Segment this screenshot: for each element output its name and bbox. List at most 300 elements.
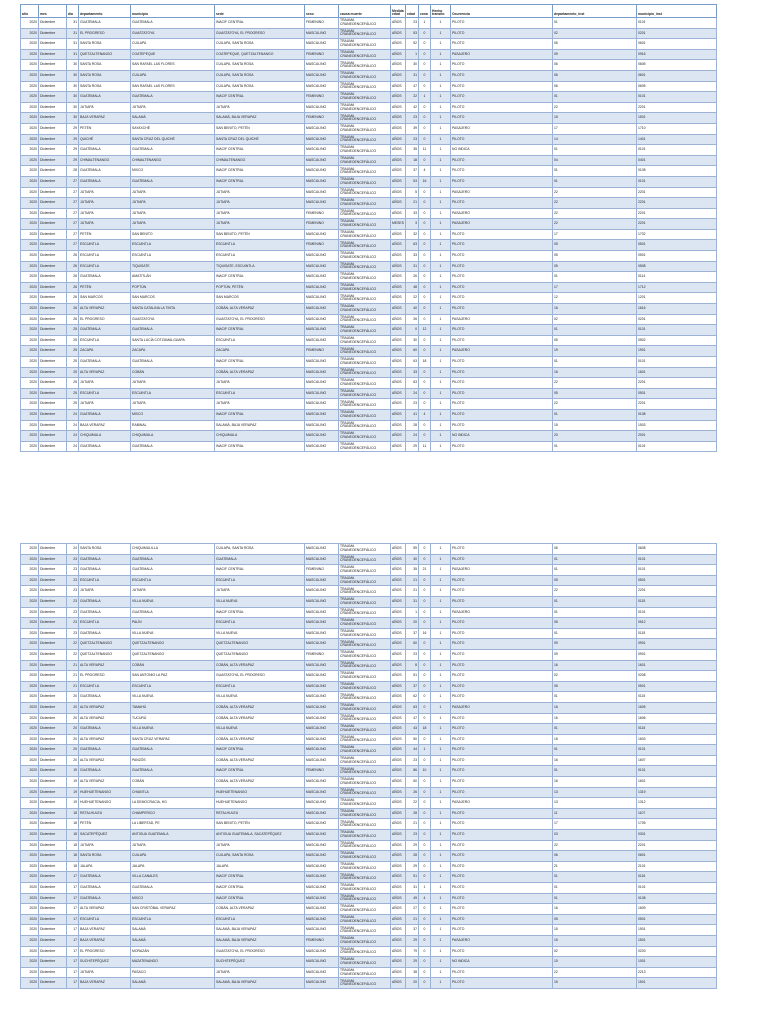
- table-cell: JUTIAPA: [215, 399, 305, 410]
- table-cell: JUTIAPA: [131, 187, 215, 198]
- table-cell: PILOTO: [451, 946, 553, 957]
- table-cell: 1: [431, 777, 451, 788]
- table-cell: PASACO: [131, 967, 215, 978]
- table-cell: PILOTO: [451, 134, 553, 145]
- records-table: [20, 4, 717, 452]
- table-cell: MASCULINO: [305, 893, 339, 904]
- table-cell: NO INDICA: [451, 431, 553, 442]
- table-cell: AÑOS: [391, 554, 406, 565]
- table-cell: 1: [431, 92, 451, 103]
- table-cell: TRAUMA CRANEOENCEFÁLICO: [339, 388, 391, 399]
- table-cell: PASAJERO: [451, 607, 553, 618]
- table-cell: 23: [67, 607, 79, 618]
- table-cell: TIQUISATE: [131, 261, 215, 272]
- table-cell: PILOTO: [451, 293, 553, 304]
- table-cell: FEMENINO: [305, 766, 339, 777]
- table-cell: MASCULINO: [305, 60, 339, 71]
- table-cell: 1: [431, 346, 451, 357]
- table-cell: MASCULINO: [305, 660, 339, 671]
- table-cell: AÑOS: [391, 145, 406, 156]
- table-cell: TRAUMA CRANEOENCEFÁLICO: [339, 745, 391, 756]
- table-cell: 1: [431, 198, 451, 209]
- table-row: [21, 681, 717, 692]
- table-cell: 22: [406, 293, 419, 304]
- table-cell: JUTIAPA: [131, 208, 215, 219]
- table-cell: 2020: [21, 671, 39, 682]
- table-cell: 0: [419, 978, 431, 989]
- table-cell: AÑOS: [391, 229, 406, 240]
- table-cell: PILOTO: [451, 441, 553, 452]
- table-cell: 33: [406, 251, 419, 262]
- table-cell: Diciembre: [39, 166, 67, 177]
- table-row: [21, 92, 717, 103]
- table-cell: PILOTO: [451, 39, 553, 50]
- table-cell: AÑOS: [391, 681, 406, 692]
- table-cell: TRAUMA CRANEOENCEFÁLICO: [339, 946, 391, 957]
- table-cell: Diciembre: [39, 544, 67, 555]
- table-cell: POPTÚN: [131, 282, 215, 293]
- table-cell: ESCUINTLA: [215, 914, 305, 925]
- table-cell: Diciembre: [39, 861, 67, 872]
- table-cell: 1: [419, 18, 431, 29]
- table-cell: TRAUMA CRANEOENCEFÁLICO: [339, 176, 391, 187]
- table-cell: 0101: [637, 554, 717, 565]
- table-cell: 63: [406, 357, 419, 368]
- table-cell: 1: [431, 28, 451, 39]
- table-cell: Diciembre: [39, 649, 67, 660]
- table-cell: 86: [406, 766, 419, 777]
- table-cell: 21: [553, 861, 637, 872]
- table-cell: Diciembre: [39, 134, 67, 145]
- table-cell: 1: [431, 145, 451, 156]
- table-cell: CUILAPA: [131, 39, 215, 50]
- table-cell: Diciembre: [39, 272, 67, 283]
- table-row: [21, 586, 717, 597]
- table-cell: Diciembre: [39, 745, 67, 756]
- table-cell: AÑOS: [391, 134, 406, 145]
- table-cell: TRAUMA CRANEOENCEFÁLICO: [339, 978, 391, 989]
- table-cell: INACIF CENTRAL: [215, 409, 305, 420]
- table-cell: 1: [431, 819, 451, 830]
- table-cell: 1: [431, 314, 451, 325]
- table-cell: VILLA NUEVA: [215, 724, 305, 735]
- table-cell: TRAUMA CRANEOENCEFÁLICO: [339, 851, 391, 862]
- table-cell: 0: [419, 388, 431, 399]
- table-cell: 30: [406, 60, 419, 71]
- table-cell: CHIMALTENANGO: [79, 155, 131, 166]
- table-cell: 28: [406, 851, 419, 862]
- table-cell: INACIF CENTRAL: [215, 145, 305, 156]
- table-cell: Diciembre: [39, 565, 67, 576]
- table-cell: 05: [553, 681, 637, 692]
- table-cell: TRAUMA CRANEOENCEFÁLICO: [339, 957, 391, 968]
- table-cell: AÑOS: [391, 819, 406, 830]
- table-cell: 37: [406, 166, 419, 177]
- table-cell: 0208: [637, 671, 717, 682]
- table-cell: GUATEMALA: [79, 325, 131, 336]
- table-cell: 2020: [21, 92, 39, 103]
- table-cell: GUATEMALA: [79, 607, 131, 618]
- table-cell: SALAMÁ, BAJA VERAPAZ: [215, 113, 305, 124]
- table-cell: 1: [431, 39, 451, 50]
- table-cell: 05: [553, 618, 637, 629]
- table-cell: PILOTO: [451, 692, 553, 703]
- table-cell: 1: [431, 798, 451, 809]
- table-cell: INACIF CENTRAL: [215, 272, 305, 283]
- table-cell: 62: [406, 692, 419, 703]
- table-cell: 2020: [21, 335, 39, 346]
- table-cell: 25: [67, 378, 79, 389]
- table-cell: HUEHUETENANGO: [215, 787, 305, 798]
- table-cell: 0: [419, 282, 431, 293]
- table-cell: 0916: [637, 49, 717, 60]
- table-cell: 60: [406, 777, 419, 788]
- table-cell: 8: [406, 660, 419, 671]
- table-cell: Diciembre: [39, 81, 67, 92]
- table-cell: 25: [67, 388, 79, 399]
- table-cell: 0115: [637, 596, 717, 607]
- table-cell: 19: [553, 346, 637, 357]
- table-cell: MASCULINO: [305, 293, 339, 304]
- table-cell: 31: [67, 18, 79, 29]
- table-cell: RETALHULEU: [215, 808, 305, 819]
- table-cell: Diciembre: [39, 618, 67, 629]
- table-cell: 50: [406, 734, 419, 745]
- table-cell: 2020: [21, 777, 39, 788]
- table-row: [21, 198, 717, 209]
- table-cell: 1606: [637, 713, 717, 724]
- table-cell: 01: [553, 92, 637, 103]
- table-cell: 2020: [21, 49, 39, 60]
- table-cell: TRAUMA CRANEOENCEFÁLICO: [339, 724, 391, 735]
- table-cell: MASCULINO: [305, 187, 339, 198]
- table-row: [21, 282, 717, 293]
- table-cell: AÑOS: [391, 872, 406, 883]
- table-cell: MASCULINO: [305, 251, 339, 262]
- table-cell: TRAUMA CRANEOENCEFÁLICO: [339, 166, 391, 177]
- table-cell: Diciembre: [39, 734, 67, 745]
- table-cell: GUASTATOYA: [131, 314, 215, 325]
- table-cell: BAJA VERAPAZ: [79, 978, 131, 989]
- table-cell: PILOTO: [451, 851, 553, 862]
- table-cell: 30: [67, 102, 79, 113]
- table-cell: 1: [431, 123, 451, 134]
- table-cell: TRAUMA CRANEOENCEFÁLICO: [339, 935, 391, 946]
- table-cell: HUEHUETENANGO: [79, 798, 131, 809]
- table-cell: AÑOS: [391, 92, 406, 103]
- table-cell: SAN BENITO, PETÉN: [215, 123, 305, 134]
- table-cell: 18: [419, 357, 431, 368]
- table-cell: MASCULINO: [305, 399, 339, 410]
- table-cell: INACIF CENTRAL: [215, 872, 305, 883]
- table-cell: 0: [419, 808, 431, 819]
- table-cell: Diciembre: [39, 596, 67, 607]
- table-cell: 0: [419, 840, 431, 851]
- table-cell: SAN ANTONIO LA PAZ: [131, 671, 215, 682]
- table-cell: AÑOS: [391, 914, 406, 925]
- table-row: [21, 378, 717, 389]
- table-cell: SALAMÁ, BAJA VERAPAZ: [215, 925, 305, 936]
- table-cell: 1: [431, 441, 451, 452]
- table-cell: 1605: [637, 702, 717, 713]
- table-cell: PILOTO: [451, 618, 553, 629]
- table-cell: GUATEMALA: [79, 565, 131, 576]
- table-cell: MASCULINO: [305, 872, 339, 883]
- table-cell: 24: [67, 544, 79, 555]
- table-cell: 16: [553, 660, 637, 671]
- table-cell: COBÁN, ALTA VERAPAZ: [215, 660, 305, 671]
- table-cell: GUATEMALA: [79, 357, 131, 368]
- table-cell: 17: [67, 914, 79, 925]
- table-cell: 15: [553, 935, 637, 946]
- table-cell: 2020: [21, 861, 39, 872]
- table-cell: 23: [67, 565, 79, 576]
- table-cell: PILOTO: [451, 660, 553, 671]
- table-cell: MASCULINO: [305, 282, 339, 293]
- table-cell: Diciembre: [39, 176, 67, 187]
- table-cell: 53: [406, 28, 419, 39]
- table-cell: 0: [419, 134, 431, 145]
- table-cell: AÑOS: [391, 240, 406, 251]
- table-cell: 0901: [637, 649, 717, 660]
- table-cell: INACIF CENTRAL: [215, 176, 305, 187]
- table-cell: ESCUINTLA: [79, 251, 131, 262]
- table-row: [21, 819, 717, 830]
- table-cell: 05: [553, 335, 637, 346]
- table-cell: Diciembre: [39, 18, 67, 29]
- table-cell: 01: [553, 145, 637, 156]
- table-cell: SAN CRISTÓBAL VERAPAZ: [131, 904, 215, 915]
- table-cell: 16: [553, 702, 637, 713]
- table-cell: TRAUMA CRANEOENCEFÁLICO: [339, 240, 391, 251]
- table-cell: ESCUINTLA: [131, 681, 215, 692]
- table-cell: 27: [406, 904, 419, 915]
- table-cell: PILOTO: [451, 554, 553, 565]
- table-cell: 2020: [21, 639, 39, 650]
- table-cell: 04: [553, 155, 637, 166]
- table-cell: GUATEMALA: [79, 176, 131, 187]
- table-cell: TRAUMA CRANEOENCEFÁLICO: [339, 92, 391, 103]
- table-cell: PILOTO: [451, 671, 553, 682]
- table-cell: PILOTO: [451, 367, 553, 378]
- table-cell: Diciembre: [39, 713, 67, 724]
- spreadsheet-page-2: [20, 543, 716, 989]
- table-row: [21, 755, 717, 766]
- table-cell: TRAUMA CRANEOENCEFÁLICO: [339, 660, 391, 671]
- table-cell: 0601: [637, 39, 717, 50]
- table-cell: AÑOS: [391, 893, 406, 904]
- table-cell: 1: [431, 187, 451, 198]
- table-cell: 26: [67, 251, 79, 262]
- table-cell: MASCULINO: [305, 388, 339, 399]
- table-cell: 1: [431, 575, 451, 586]
- table-row: [21, 28, 717, 39]
- table-cell: 2020: [21, 702, 39, 713]
- table-cell: Diciembre: [39, 787, 67, 798]
- table-cell: TRAUMA CRANEOENCEFÁLICO: [339, 81, 391, 92]
- table-cell: 38: [406, 967, 419, 978]
- table-cell: 1201: [637, 293, 717, 304]
- table-cell: ESCUINTLA: [215, 618, 305, 629]
- table-cell: AÑOS: [391, 18, 406, 29]
- table-cell: PILOTO: [451, 399, 553, 410]
- table-cell: 1: [431, 755, 451, 766]
- table-cell: AÑOS: [391, 840, 406, 851]
- table-row: [21, 946, 717, 957]
- table-cell: ALTA VERAPAZ: [79, 777, 131, 788]
- table-cell: AÑOS: [391, 861, 406, 872]
- table-cell: TRAUMA CRANEOENCEFÁLICO: [339, 441, 391, 452]
- table-cell: MAZATENANGO: [131, 957, 215, 968]
- table-cell: 0: [419, 607, 431, 618]
- table-cell: CHIQUIMULILLA: [131, 544, 215, 555]
- table-cell: SUCHITEPÉQUEZ: [79, 957, 131, 968]
- table-row: [21, 883, 717, 894]
- table-cell: FEMENINO: [305, 208, 339, 219]
- table-cell: 1: [431, 431, 451, 442]
- table-cell: AÑOS: [391, 925, 406, 936]
- table-cell: ESCUINTLA: [79, 261, 131, 272]
- table-cell: 30: [67, 70, 79, 81]
- spreadsheet-page-1: [20, 4, 716, 452]
- table-cell: 22: [553, 208, 637, 219]
- table-cell: Diciembre: [39, 187, 67, 198]
- table-cell: CUILAPA, SANTA ROSA: [215, 851, 305, 862]
- table-cell: PILOTO: [451, 893, 553, 904]
- table-cell: GUATEMALA: [79, 18, 131, 29]
- table-cell: 1: [431, 893, 451, 904]
- table-cell: TRAUMA CRANEOENCEFÁLICO: [339, 39, 391, 50]
- table-cell: GUATEMALA: [131, 92, 215, 103]
- table-cell: GUATEMALA: [131, 176, 215, 187]
- table-cell: 0114: [637, 272, 717, 283]
- table-cell: SANTA ROSA: [79, 70, 131, 81]
- table-cell: JALAPA: [131, 861, 215, 872]
- table-cell: 22: [553, 378, 637, 389]
- table-cell: Diciembre: [39, 946, 67, 957]
- table-cell: GUATEMALA: [131, 883, 215, 894]
- table-row: [21, 431, 717, 442]
- table-cell: 1: [431, 176, 451, 187]
- table-cell: INACIF CENTRAL: [215, 607, 305, 618]
- table-cell: 1: [431, 251, 451, 262]
- table-cell: 27: [67, 219, 79, 230]
- table-cell: 25: [67, 346, 79, 357]
- table-cell: 05: [553, 914, 637, 925]
- table-cell: 63: [406, 240, 419, 251]
- table-cell: PALÍN: [131, 618, 215, 629]
- table-cell: 2201: [637, 840, 717, 851]
- table-cell: ALTA VERAPAZ: [79, 304, 131, 315]
- table-cell: 30: [406, 335, 419, 346]
- table-cell: JUTIAPA: [215, 378, 305, 389]
- table-cell: QUETZALTENANGO: [131, 649, 215, 660]
- table-cell: JUTIAPA: [215, 102, 305, 113]
- table-cell: CUILAPA, SANTA ROSA: [215, 70, 305, 81]
- table-cell: 22: [553, 967, 637, 978]
- table-cell: MASCULINO: [305, 155, 339, 166]
- table-cell: 20: [406, 978, 419, 989]
- table-cell: 1: [431, 367, 451, 378]
- table-cell: JUTIAPA: [131, 219, 215, 230]
- table-cell: 18: [406, 155, 419, 166]
- table-cell: 23: [67, 586, 79, 597]
- table-cell: JUTIAPA: [79, 208, 131, 219]
- table-row: [21, 872, 717, 883]
- table-cell: 2020: [21, 240, 39, 251]
- table-cell: AÑOS: [391, 798, 406, 809]
- table-cell: 2020: [21, 39, 39, 50]
- table-cell: 22: [553, 102, 637, 113]
- table-cell: 23: [406, 830, 419, 841]
- table-cell: LA LIBERTAD, PE: [131, 819, 215, 830]
- table-cell: 31: [67, 28, 79, 39]
- table-row: [21, 176, 717, 187]
- table-row: [21, 713, 717, 724]
- table-cell: PILOTO: [451, 18, 553, 29]
- table-row: [21, 219, 717, 230]
- table-cell: 29: [406, 441, 419, 452]
- table-cell: Diciembre: [39, 335, 67, 346]
- table-cell: 0: [419, 713, 431, 724]
- table-cell: GUATEMALA: [79, 692, 131, 703]
- table-cell: QUETZALTENANGO: [131, 639, 215, 650]
- table-cell: ANTIGUA GUATEMALA: [131, 830, 215, 841]
- table-cell: 0101: [637, 607, 717, 618]
- table-cell: PILOTO: [451, 240, 553, 251]
- table-cell: Diciembre: [39, 681, 67, 692]
- table-cell: TRAUMA CRANEOENCEFÁLICO: [339, 367, 391, 378]
- table-cell: 15: [553, 113, 637, 124]
- table-cell: 0: [419, 554, 431, 565]
- table-cell: HUEHUETENANGO: [79, 787, 131, 798]
- table-cell: TRAUMA CRANEOENCEFÁLICO: [339, 272, 391, 283]
- table-cell: 21: [406, 198, 419, 209]
- table-cell: 0115: [637, 692, 717, 703]
- table-cell: 11: [419, 441, 431, 452]
- table-cell: PILOTO: [451, 357, 553, 368]
- table-cell: 1: [431, 409, 451, 420]
- table-cell: VILLA NUEVA: [131, 628, 215, 639]
- table-cell: ALTA VERAPAZ: [79, 367, 131, 378]
- table-cell: PILOTO: [451, 681, 553, 692]
- table-cell: 2020: [21, 357, 39, 368]
- table-cell: 0: [419, 39, 431, 50]
- table-cell: GUATEMALA: [79, 554, 131, 565]
- table-cell: 27: [67, 198, 79, 209]
- table-cell: PILOTO: [451, 409, 553, 420]
- table-cell: Diciembre: [39, 28, 67, 39]
- table-cell: 2020: [21, 957, 39, 968]
- table-body: [21, 544, 717, 989]
- table-cell: 0: [419, 261, 431, 272]
- column-header: departamento: [79, 5, 131, 18]
- table-cell: 1: [431, 967, 451, 978]
- table-cell: 2020: [21, 134, 39, 145]
- table-cell: 18: [67, 851, 79, 862]
- table-cell: 1601: [637, 367, 717, 378]
- table-cell: TRAUMA CRANEOENCEFÁLICO: [339, 293, 391, 304]
- table-cell: Diciembre: [39, 798, 67, 809]
- table-cell: MASCULINO: [305, 830, 339, 841]
- table-cell: PILOTO: [451, 166, 553, 177]
- table-cell: 0501: [637, 575, 717, 586]
- table-cell: 0: [419, 861, 431, 872]
- table-cell: AÑOS: [391, 420, 406, 431]
- table-cell: SANTA ROSA: [79, 81, 131, 92]
- table-cell: AÑOS: [391, 830, 406, 841]
- table-row: [21, 102, 717, 113]
